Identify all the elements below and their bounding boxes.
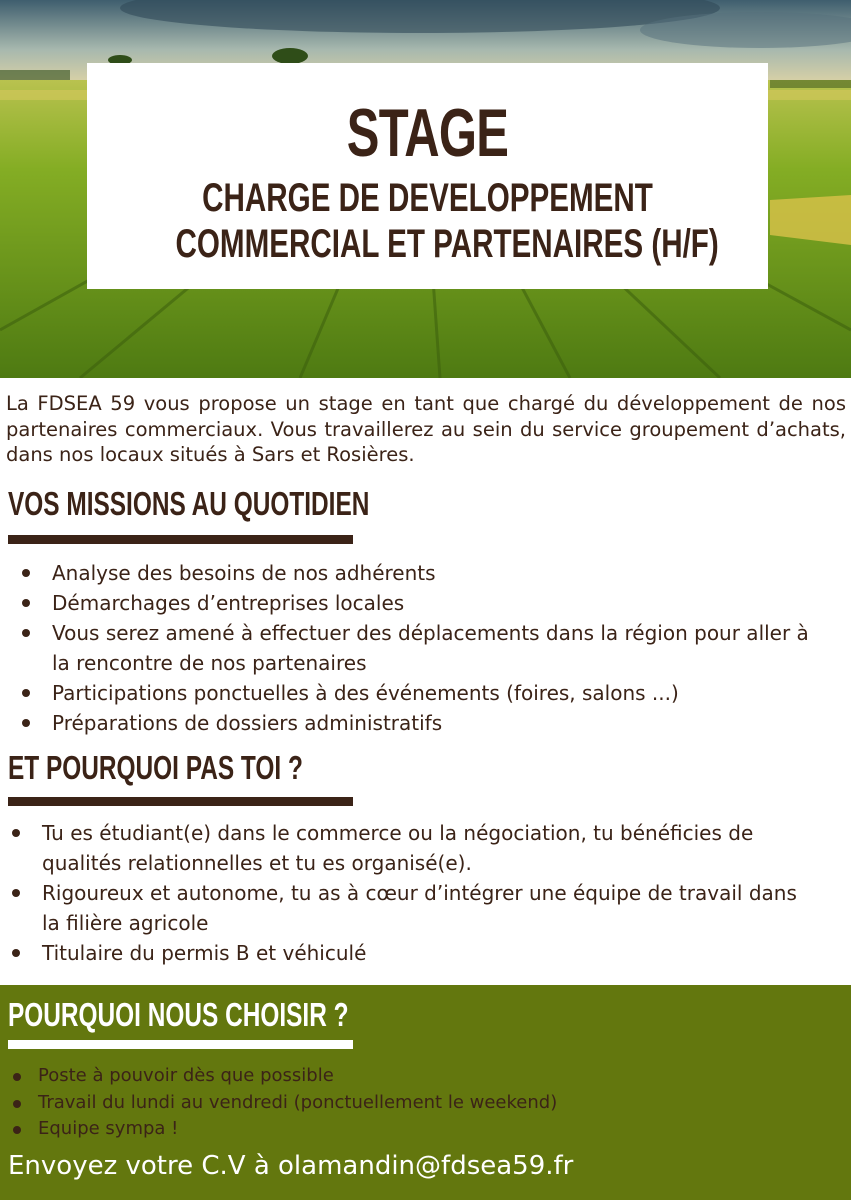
bullet-icon <box>22 599 30 607</box>
intro-paragraph: La FDSEA 59 vous propose un stage en tant que chargé du développement de nos partenaires commerciaux. Vous travaillerez au sein du service groupement d’achats, dans nos locaux situés à Sars et Rosières. <box>6 392 846 466</box>
missions-heading: VOS MISSIONS AU QUOTIDIEN <box>8 485 370 522</box>
hero-field-image <box>0 0 851 378</box>
why-us-band <box>0 985 851 1200</box>
list-item: Préparations de dossiers administratifs <box>52 708 812 738</box>
bullet-icon <box>13 1073 21 1081</box>
list-item: Rigoureux et autonome, tu as à cœur d’intégrer une équipe de travail dans la filière agricole <box>42 878 812 938</box>
list-item: Travail du lundi au vendredi (ponctuellement le weekend) <box>38 1090 818 1117</box>
bullet-icon <box>13 1100 21 1108</box>
why-us-heading: POURQUOI NOUS CHOISIR ? <box>8 996 349 1033</box>
list-item: Participations ponctuelles à des événements (foires, salons ...) <box>52 678 812 708</box>
contact-line: Envoyez votre C.V à olamandin@fdsea59.fr <box>8 1151 574 1181</box>
why-us-underline <box>8 1040 353 1049</box>
missions-list <box>52 558 812 738</box>
list-item: Tu es étudiant(e) dans le commerce ou la négociation, tu bénéficies de qualités relationnelles et tu es organisé(e). <box>42 818 812 878</box>
bullet-icon <box>22 719 30 727</box>
profile-heading: ET POURQUOI PAS TOI ? <box>8 749 303 786</box>
bullet-icon <box>22 689 30 697</box>
list-item: Poste à pouvoir dès que possible <box>38 1063 818 1090</box>
job-title-line-2: COMMERCIAL ET PARTENAIRES (H/F) <box>175 222 719 266</box>
why-us-list <box>38 1063 818 1143</box>
title-card <box>87 63 768 289</box>
list-item: Analyse des besoins de nos adhérents <box>52 558 812 588</box>
list-item: Equipe sympa ! <box>38 1116 818 1143</box>
missions-underline <box>8 535 353 544</box>
list-item: Vous serez amené à effectuer des déplacements dans la région pour aller à la rencontre de nos partenaires <box>52 618 812 678</box>
list-item: Titulaire du permis B et véhiculé <box>42 938 812 968</box>
bullet-icon <box>12 889 20 897</box>
bullet-icon <box>22 569 30 577</box>
bullet-icon <box>13 1126 21 1134</box>
profile-list <box>42 818 812 968</box>
profile-underline <box>8 797 353 806</box>
page-title: STAGE <box>346 95 509 171</box>
list-item: Démarchages d’entreprises locales <box>52 588 812 618</box>
bullet-icon <box>12 829 20 837</box>
job-title-line-1: CHARGE DE DEVELOPPEMENT <box>202 176 653 220</box>
bullet-icon <box>12 949 20 957</box>
bullet-icon <box>22 629 30 637</box>
